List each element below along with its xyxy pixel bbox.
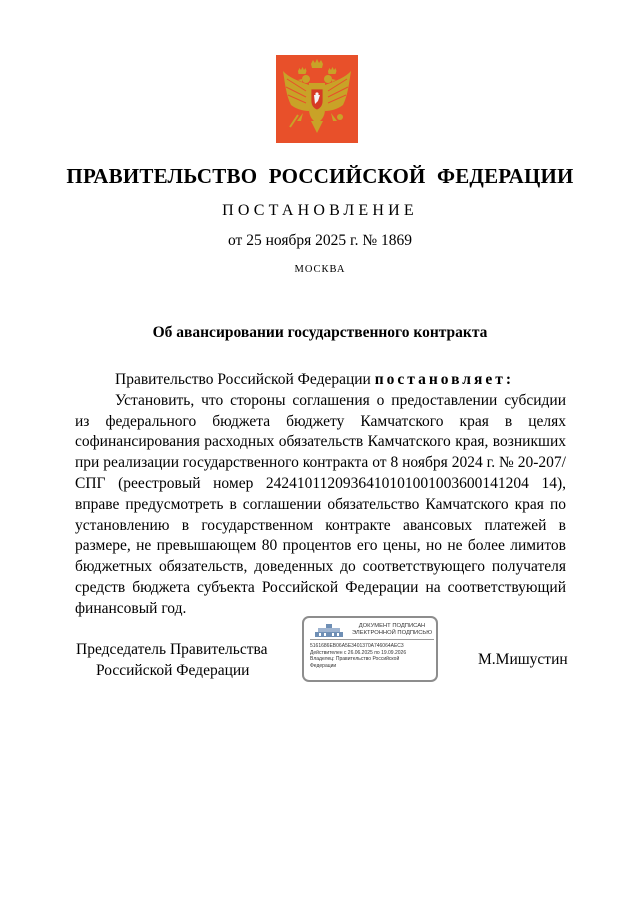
government-title: ПРАВИТЕЛЬСТВО РОССИЙСКОЙ ФЕДЕРАЦИИ (66, 164, 574, 188)
stamp-header-line-1: ДОКУМЕНТ ПОДПИСАН (358, 623, 426, 629)
stamp-header (348, 623, 436, 637)
stamp-validity: Действителен с 26.06.2025 по 19.09.2026 (310, 649, 407, 656)
intro-paragraph (75, 370, 566, 391)
document-title: Об авансировании государственного контракта (152, 324, 488, 341)
stamp-certificate: 5161686EB06A5E3401370A746064AEC3 (310, 643, 404, 649)
position-line-1: Председатель Правительства (76, 641, 268, 658)
document-city: МОСКВА (294, 264, 346, 275)
signatory-position (76, 640, 268, 681)
stamp-owner-line-1: Владелец: Правительство Российской (310, 656, 400, 663)
stamp-header-line-2: ЭЛЕКТРОННОЙ ПОДПИСЬЮ (351, 630, 433, 636)
building-icon (314, 623, 344, 638)
stamp-divider (310, 639, 434, 640)
electronic-signature-stamp (302, 616, 438, 682)
main-paragraph: Установить, что стороны соглашения о предоставлении субсидии из федерального бюджета бюджету Камчатского края в целях софинансирования расходных обязательств Камчатского края, возникших при реализации государственного контракта от 8 ноября 2024 г. № 20-207/СПГ (реестровый номер 2424101120936410101001003600141204 14), вправе предусмотреть в соглашении обязательство Камчатского края по установлению в государственном контракте авансовых платежей в размере, не превышающем 80 процентов его цены, но не более лимитов бюджетных обязательств, доведенных до соответствующего получателя средств бюджета субъекта Российской Федерации на соответствующий финансовый год. (75, 391, 566, 617)
coat-of-arms-icon (276, 55, 358, 143)
stamp-details (310, 643, 436, 669)
position-line-2: Российской Федерации (96, 661, 250, 679)
signatory-name: М.Мишустин (478, 651, 568, 668)
document-body (75, 370, 566, 620)
document-type: ПОСТАНОВЛЕНИЕ (222, 202, 418, 219)
intro-text: Правительство Российской Федерации (115, 371, 375, 388)
intro-verb: постановляет: (374, 371, 515, 388)
document-date-number: от 25 ноября 2025 г. № 1869 (228, 232, 412, 249)
stamp-owner-line-2: Федерации (310, 662, 337, 669)
